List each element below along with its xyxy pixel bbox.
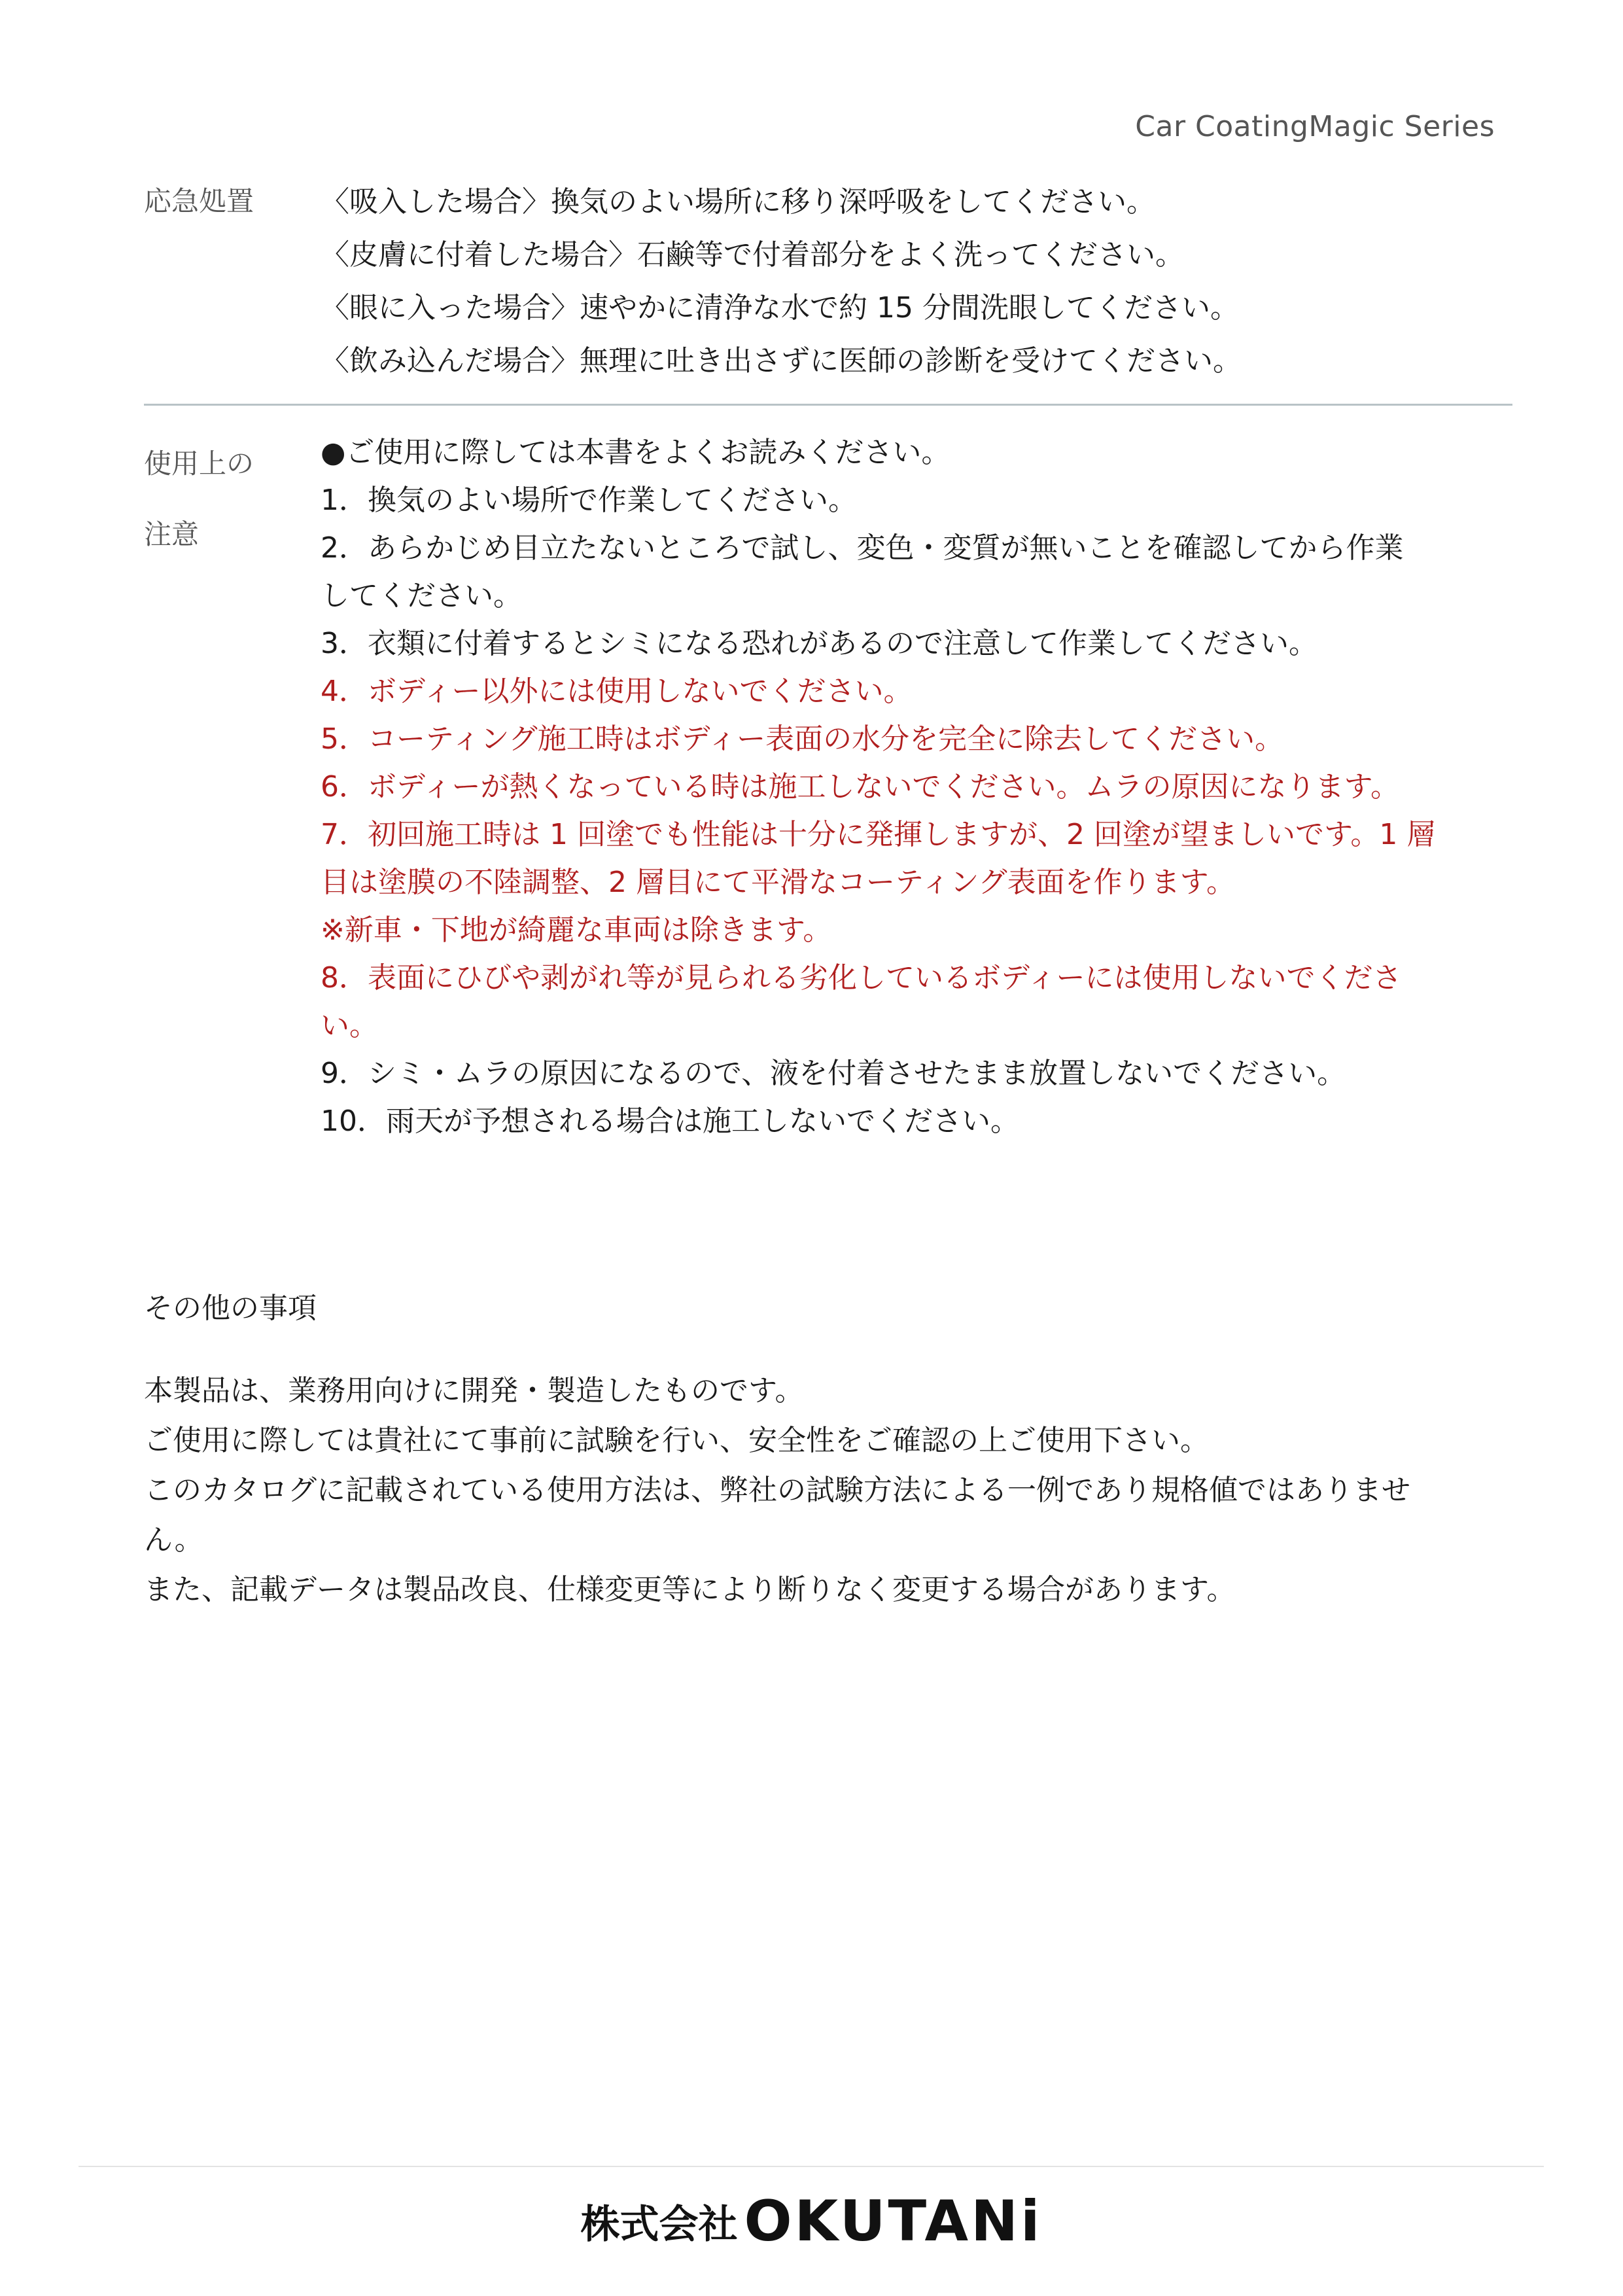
- caution-item-2-cont: してください。: [321, 579, 522, 612]
- series-title: Car CoatingMagic Series: [1135, 110, 1495, 143]
- other-paragraph: 本製品は、業務用向けに開発・製造したものです。: [144, 1374, 804, 1407]
- caution-item-6: 6．ボディーが熱くなっている時は施工しないでください。ムラの原因になります。: [321, 770, 1399, 804]
- company-name-en: OKUTANi: [744, 2189, 1043, 2254]
- caution-item-8: 8．表面にひびや剥がれ等が見られる劣化しているボディーには使用しないでくださ: [321, 961, 1402, 995]
- emergency-item-skin: 〈皮膚に付着した場合〉石鹸等で付着部分をよく洗ってください。: [321, 238, 1184, 272]
- caution-intro: ●ご使用に際しては本書をよくお読みください。: [321, 436, 951, 469]
- company-name-jp: 株式会社: [580, 2202, 738, 2248]
- caution-item-10: 10．雨天が予想される場合は施工しないでください。: [321, 1104, 1019, 1138]
- other-paragraph: このカタログに記載されている使用方法は、弊社の試験方法による一例であり規格値ではありませ: [144, 1474, 1410, 1507]
- caution-label-line1: 使用上の: [144, 448, 254, 480]
- caution-item-1: 1．換気のよい場所で作業してください。: [321, 484, 857, 517]
- caution-item-9: 9．シミ・ムラの原因になるので、液を付着させたまま放置しないでください。: [321, 1057, 1346, 1090]
- emergency-item-inhalation: 〈吸入した場合〉換気のよい場所に移り深呼吸をしてください。: [321, 185, 1155, 219]
- emergency-item-eyes: 〈眼に入った場合〉速やかに清浄な水で約 15 分間洗眼してください。: [321, 291, 1239, 325]
- footer-divider: [79, 2166, 1544, 2167]
- caution-item-8-cont: い。: [321, 1009, 378, 1042]
- caution-item-5: 5．コーティング施工時はボディー表面の水分を完全に除去してください。: [321, 722, 1284, 756]
- caution-label-line2: 注意: [144, 518, 200, 550]
- caution-list: [321, 429, 1596, 1145]
- emergency-list: [321, 175, 1596, 387]
- caution-item-7: 7．初回施工時は 1 回塗でも性能は十分に発揮しますが、2 回塗が望ましいです。1 層: [321, 818, 1436, 851]
- caution-item-2: 2．あらかじめ目立たないところで試し、変色・変質が無いことを確認してから作業: [321, 531, 1404, 565]
- section-divider: [144, 404, 1512, 406]
- emergency-item-ingestion: 〈飲み込んだ場合〉無理に吐き出さずに医師の診断を受けてください。: [321, 344, 1242, 378]
- other-matters-title: その他の事項: [144, 1292, 317, 1325]
- other-matters-section: [144, 1289, 1511, 1615]
- caution-label: [144, 429, 314, 570]
- other-paragraph: ん。: [144, 1523, 203, 1557]
- emergency-label: 応急処置: [144, 185, 254, 217]
- caution-note: ※新車・下地が綺麗な車両は除きます。: [321, 913, 832, 947]
- company-logo: [0, 2189, 1623, 2254]
- caution-item-4: 4．ボディー以外には使用しないでください。: [321, 675, 913, 708]
- caution-item-7-cont: 目は塗膜の不陸調整、2 層目にて平滑なコーティング表面を作ります。: [321, 866, 1236, 899]
- caution-item-3: 3．衣類に付着するとシミになる恐れがあるので注意して作業してください。: [321, 627, 1318, 660]
- other-paragraph: ご使用に際しては貴社にて事前に試験を行い、安全性をご確認の上ご使用下さい。: [144, 1424, 1209, 1457]
- other-paragraph: また、記載データは製品改良、仕様変更等により断りなく変更する場合があります。: [144, 1573, 1236, 1606]
- other-matters-body: [144, 1366, 1511, 1615]
